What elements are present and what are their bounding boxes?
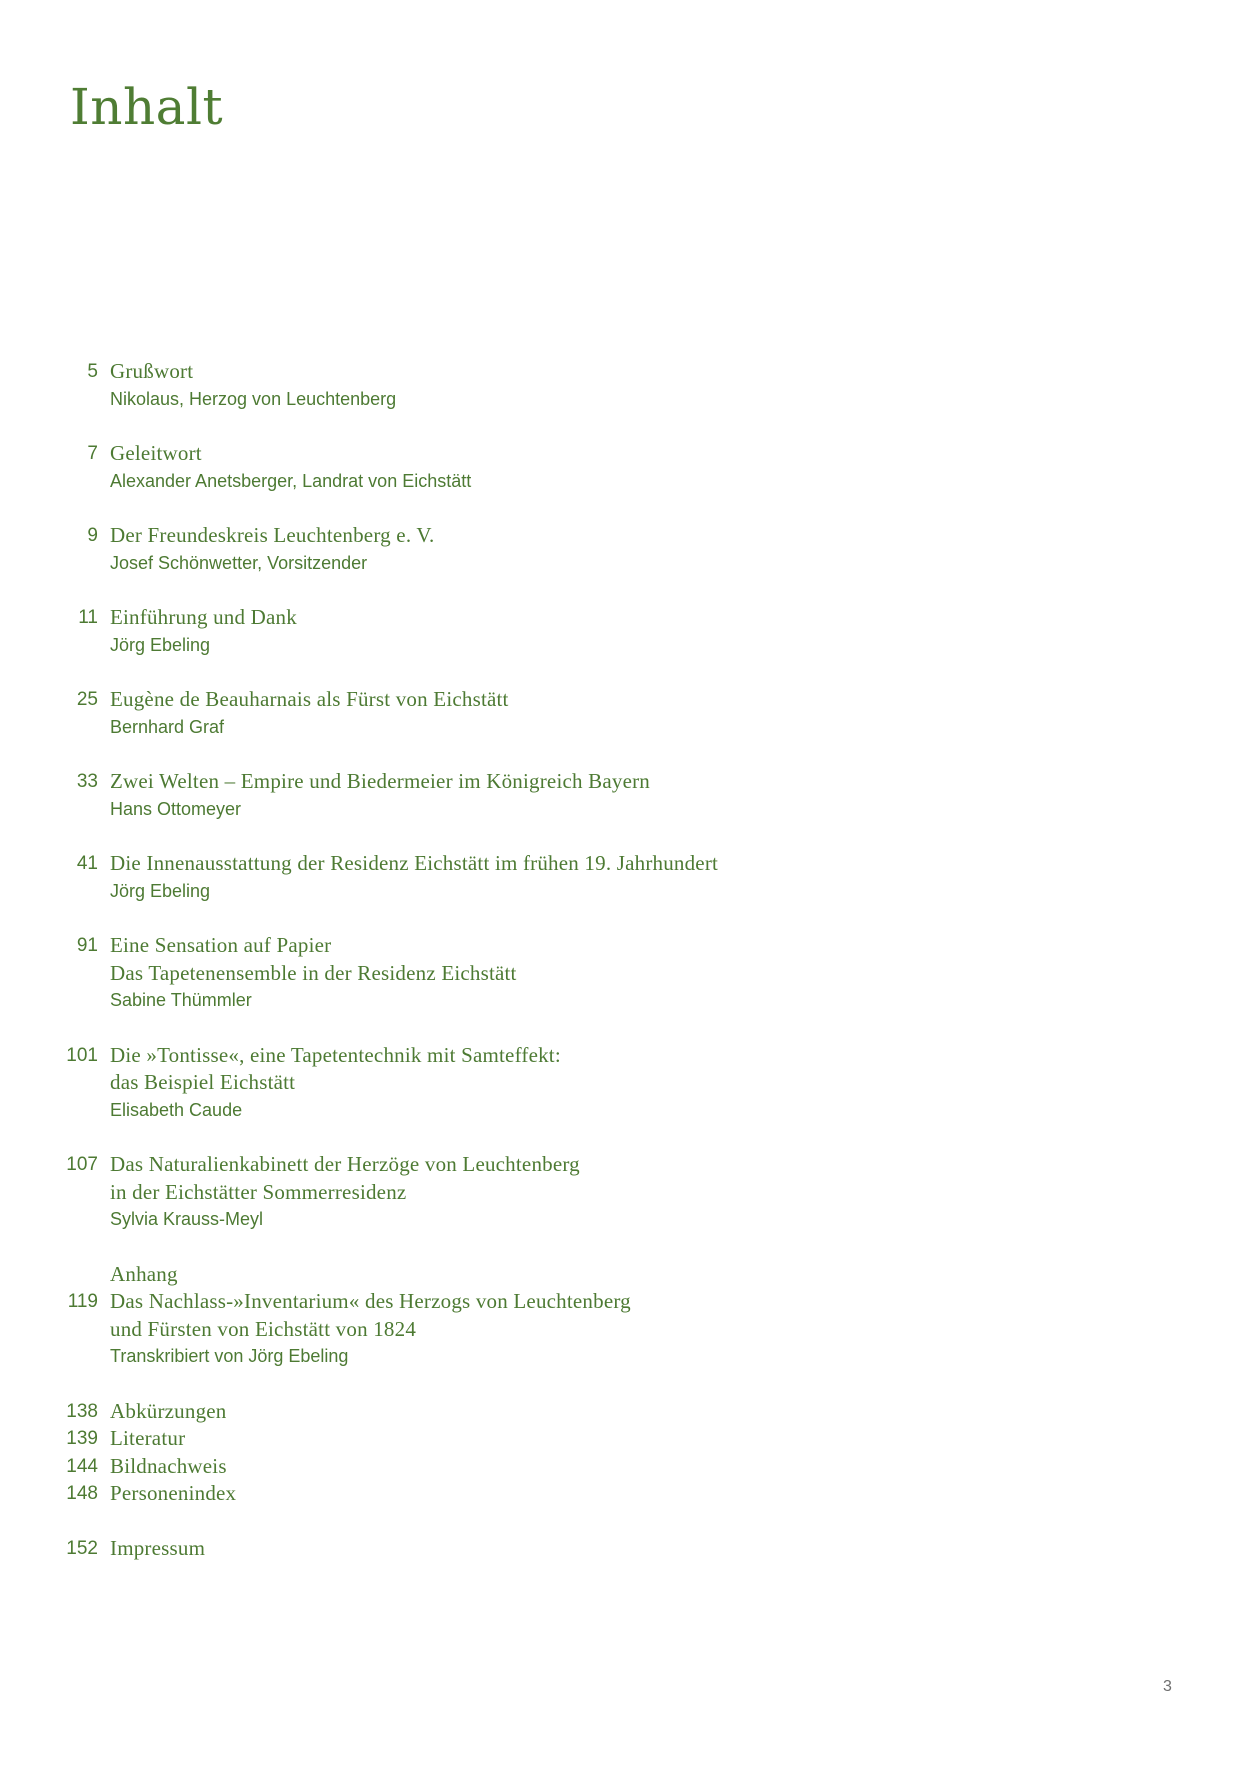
toc-entry-body: [110, 1398, 950, 1426]
page-title: Inhalt: [70, 78, 224, 136]
toc-author: Elisabeth Caude: [110, 1099, 243, 1120]
toc-title-line: Die Innenausstattung der Residenz Eichstätt im frühen 19. Jahrhundert: [110, 851, 719, 875]
toc-page-number: 25: [76, 689, 98, 710]
toc-page-number: 7: [87, 443, 98, 464]
toc-section-label: Anhang: [110, 1261, 178, 1286]
toc-title-line: Das Nachlass-»Inventarium« des Herzogs von Leuchtenberg: [110, 1289, 631, 1313]
toc-entry: [50, 1453, 950, 1481]
toc-author: Jörg Ebeling: [110, 880, 211, 901]
toc-entry-body: [110, 1425, 950, 1453]
toc-page-number: 33: [76, 771, 98, 792]
toc-page-number: 9: [87, 525, 98, 546]
toc-title-line: Die »Tontisse«, eine Tapetentechnik mit Samteffekt:: [110, 1042, 561, 1067]
toc-entry-body: [110, 1453, 950, 1481]
toc-entry-body: [110, 1480, 950, 1508]
toc-title-line: Das Tapetenensemble in der Residenz Eichstätt: [110, 960, 517, 985]
toc-author: Jörg Ebeling: [110, 634, 211, 655]
toc-author: Hans Ottomeyer: [110, 798, 242, 819]
toc-title-line: Zwei Welten – Empire und Biedermeier im Königreich Bayern: [110, 769, 650, 793]
toc-entry-body: [110, 604, 950, 659]
toc-page-number: 91: [76, 935, 98, 956]
toc-entry-body: [110, 1288, 950, 1371]
toc-title-line: Abkürzungen: [110, 1398, 227, 1423]
toc-page-number: 138: [66, 1400, 98, 1422]
toc-entry-body: [110, 522, 950, 577]
toc-page-number: 119: [67, 1291, 98, 1312]
toc-author: Bernhard Graf: [110, 716, 225, 737]
toc-entry: [50, 604, 950, 659]
toc-entry: [50, 932, 950, 1015]
toc-entry: [50, 1151, 950, 1234]
toc-author: Transkribiert von Jörg Ebeling: [110, 1346, 349, 1366]
toc-author: Alexander Anetsberger, Landrat von Eichstätt: [110, 470, 472, 491]
toc-page-number: 107: [66, 1154, 98, 1175]
toc-entry: [50, 440, 950, 495]
toc-entry: [50, 358, 950, 413]
toc-entry: [50, 1425, 950, 1453]
toc-entry: [50, 1480, 950, 1508]
toc-page-number: 11: [78, 607, 98, 628]
toc-title-line: in der Eichstätter Sommerresidenz: [110, 1179, 407, 1204]
toc-entry-body: [110, 850, 950, 905]
toc-entry: [50, 1042, 950, 1125]
toc-entry-body: [110, 1535, 950, 1563]
toc-title-line: Einführung und Dank: [110, 605, 297, 629]
toc-entry: [50, 1398, 950, 1426]
toc-section-row: [50, 1261, 950, 1289]
toc-entry: [50, 850, 950, 905]
page-number: 3: [1163, 1678, 1172, 1695]
toc-entry: [50, 686, 950, 741]
toc-title-line: Eugène de Beauharnais als Fürst von Eichstätt: [110, 687, 509, 711]
toc-author: Sylvia Krauss-Meyl: [110, 1209, 264, 1229]
toc-entry-body: [110, 440, 950, 495]
toc-entry-body: [110, 768, 950, 823]
toc-entry: [50, 1288, 950, 1371]
toc-title-line: Geleitwort: [110, 441, 202, 465]
table-of-contents: [50, 358, 950, 1562]
toc-title-line: Personenindex: [110, 1481, 237, 1505]
toc-entry-body: [110, 932, 950, 1015]
toc-author: Nikolaus, Herzog von Leuchtenberg: [110, 388, 397, 409]
toc-page-number: 144: [66, 1455, 98, 1477]
toc-author: Josef Schönwetter, Vorsitzender: [110, 552, 368, 573]
toc-page-number: 148: [66, 1483, 98, 1504]
toc-title-line: Bildnachweis: [110, 1453, 227, 1478]
toc-author: Sabine Thümmler: [110, 990, 252, 1010]
toc-page-number: 41: [76, 853, 98, 874]
toc-title-line: Das Naturalienkabinett der Herzöge von Leuchtenberg: [110, 1152, 580, 1176]
toc-title-line: Der Freundeskreis Leuchtenberg e. V.: [110, 523, 435, 547]
toc-entry-body: [110, 686, 950, 741]
toc-entry-body: [110, 358, 950, 413]
toc-entry: [50, 1535, 950, 1563]
toc-entry: [50, 768, 950, 823]
toc-title-line: und Fürsten von Eichstätt von 1824: [110, 1316, 417, 1341]
toc-title-line: Literatur: [110, 1426, 186, 1450]
toc-title-line: Grußwort: [110, 359, 194, 383]
toc-entry-body: [110, 1042, 950, 1125]
toc-page-number: 5: [87, 361, 98, 382]
toc-title-line: Eine Sensation auf Papier: [110, 933, 332, 957]
toc-page-number: 152: [66, 1537, 98, 1559]
toc-title-line: Impressum: [110, 1535, 206, 1560]
toc-page-number: 139: [66, 1428, 98, 1449]
toc-entry: [50, 522, 950, 577]
toc-entry-body: [110, 1151, 950, 1234]
toc-title-line: das Beispiel Eichstätt: [110, 1070, 296, 1094]
toc-page-number: 101: [66, 1044, 98, 1066]
